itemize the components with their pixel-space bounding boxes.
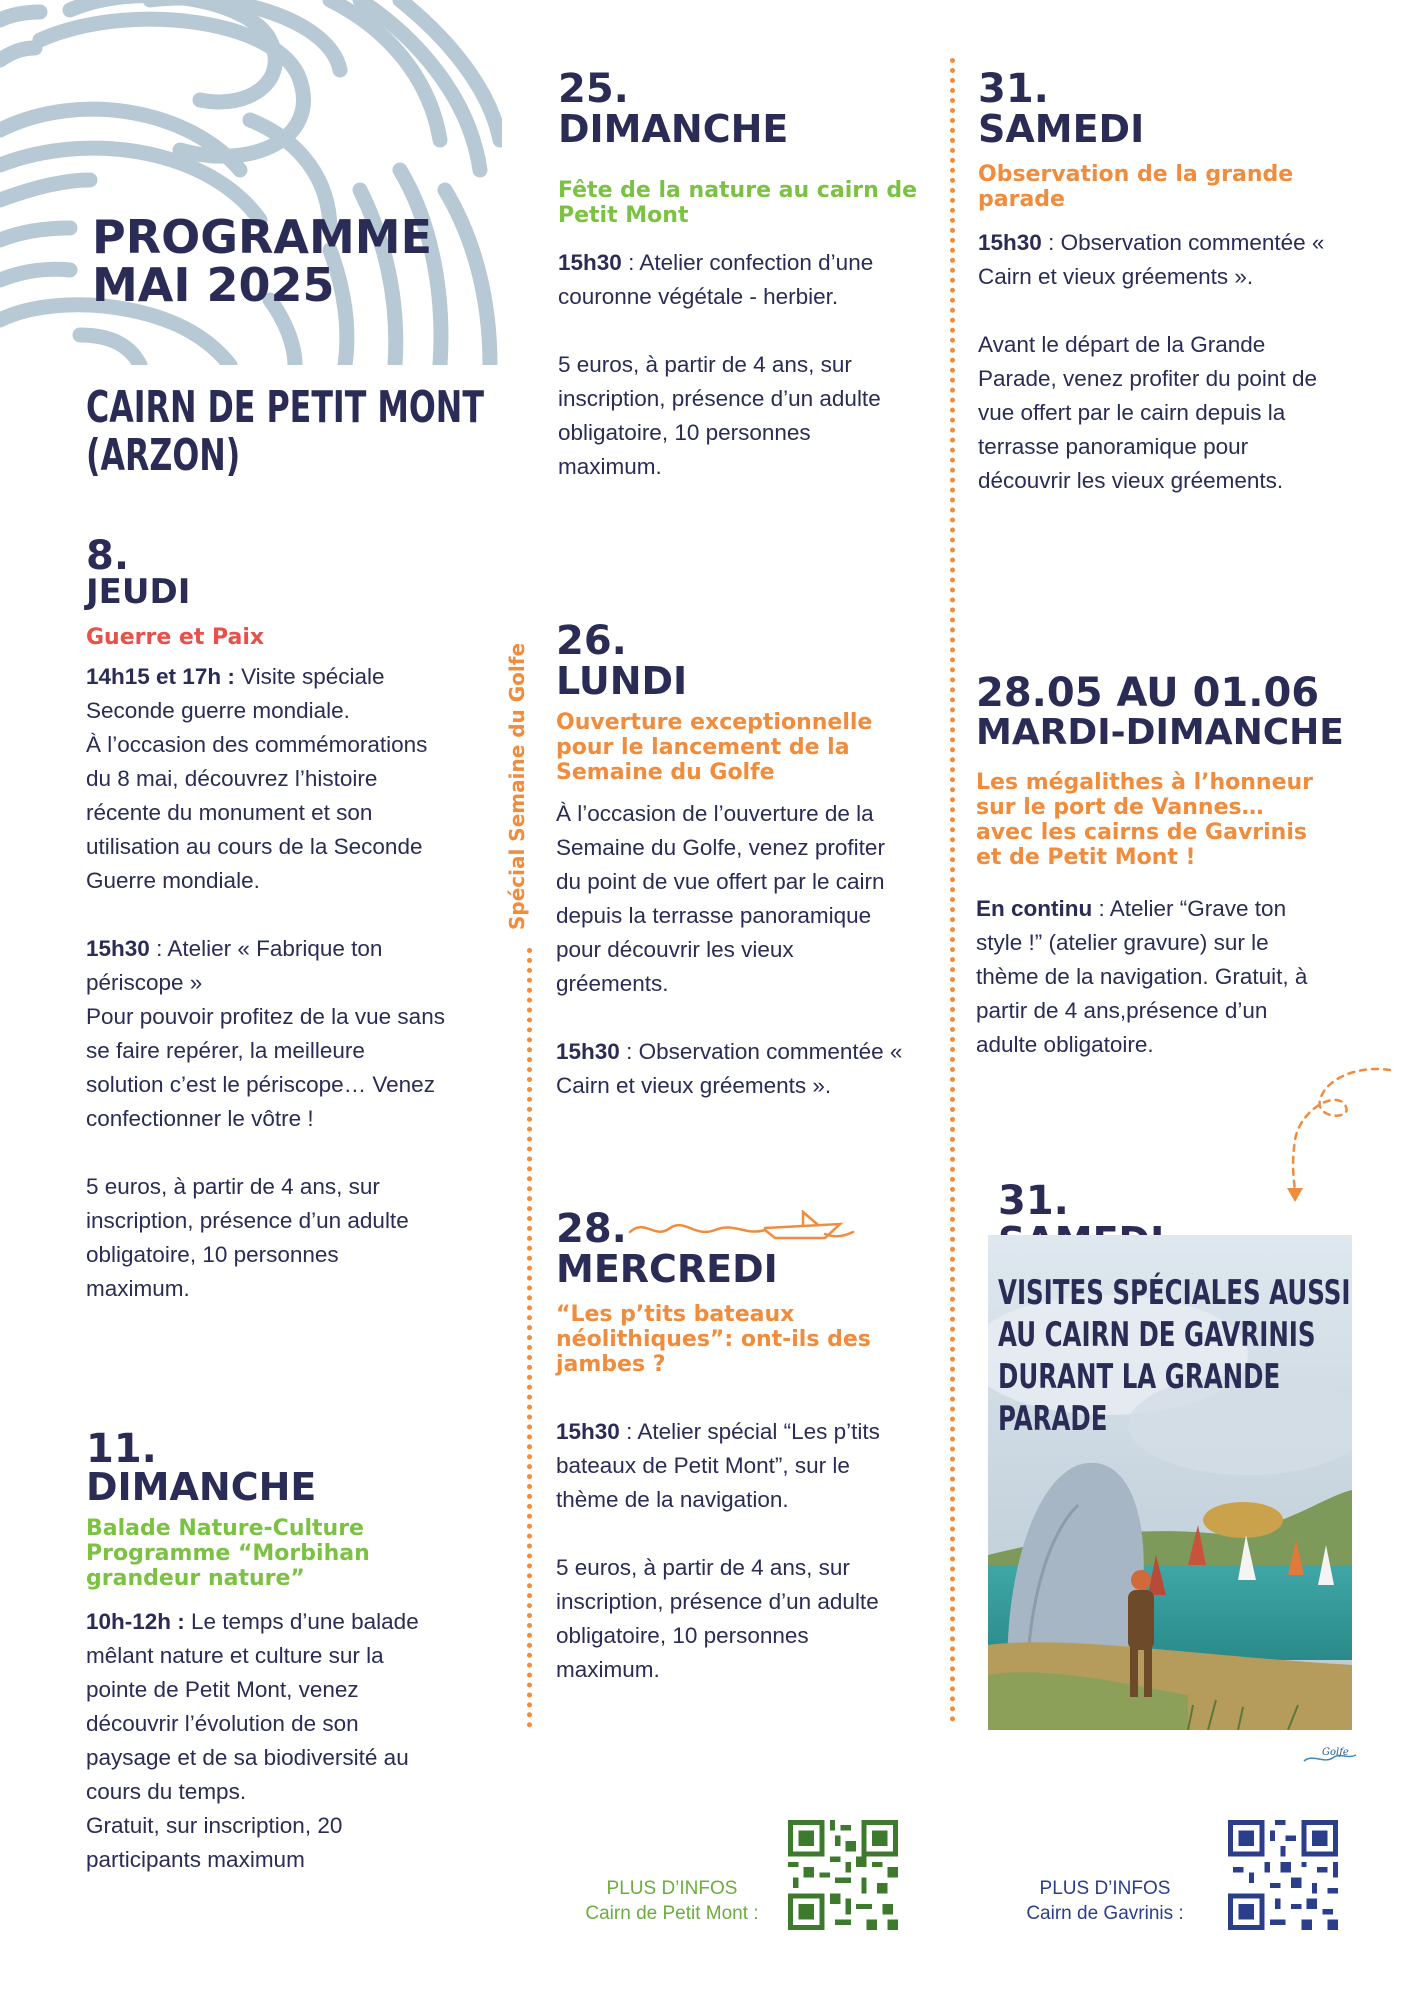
event-31-samedi — [978, 68, 1338, 498]
event-conditions: 5 euros, à partir de 4 ans, sur inscription, présence d’un adulte obligatoire, 10 personnes maximum. — [556, 1555, 879, 1682]
day-name: DIMANCHE — [558, 107, 789, 151]
day-name: SAMEDI — [978, 107, 1145, 151]
event-conditions: 5 euros, à partir de 4 ans, sur inscription, présence d’un adulte obligatoire, 10 personnes maximum. — [86, 1174, 409, 1301]
day-name: JEUDI — [86, 572, 191, 612]
event-28-mercredi — [556, 1208, 906, 1687]
event-description: : Observation commentée « Cairn et vieux gréements ». — [978, 230, 1325, 289]
event-description: Visite spéciale Seconde guerre mondiale. À l’occasion des commémorations du 8 mai, découvrez l’histoire récente du monument et son utilisation au cours de la Seconde Guerre mondiale. — [86, 664, 428, 893]
event-title: “Les p’tits bateaux néolithiques”: ont-ils des jambes ? — [556, 1302, 871, 1377]
more-info-gavrinis — [1015, 1876, 1195, 1926]
event-title: Observation de la grande parade — [978, 162, 1294, 212]
event-25-dimanche — [558, 68, 918, 484]
day-name: MERCREDI — [556, 1247, 778, 1291]
more-info-label: PLUS D’INFOS — [1039, 1878, 1171, 1899]
vertical-label: Spécial Semaine du Golfe — [505, 642, 529, 930]
event-description: : Atelier spécial “Les p’tits bateaux de Petit Mont”, sur le thème de la navigation. — [556, 1419, 880, 1512]
dotted-divider-right — [950, 58, 955, 1723]
programme-title-line2: MAI 2025 — [92, 258, 335, 312]
day-number: 28. — [556, 1206, 627, 1252]
event-conditions: 5 euros, à partir de 4 ans, sur inscription, présence d’un adulte obligatoire, 10 personnes maximum. — [558, 352, 881, 479]
special-line: PARADE — [998, 1399, 1108, 1439]
special-line: DURANT LA GRANDE — [998, 1357, 1281, 1397]
dotted-divider-left — [527, 948, 532, 1728]
special-line: VISITES SPÉCIALES AUSSI — [998, 1273, 1351, 1313]
day-number: 26. — [556, 618, 627, 664]
event-title: Les mégalithes à l’honneur sur le port de Vannes… avec les cairns de Gavrinis et de Petit Mont ! — [976, 770, 1314, 870]
qr-code-icon[interactable] — [788, 1820, 898, 1930]
event-description: : Observation commentée « Cairn et vieux gréements ». — [556, 1039, 903, 1098]
day-number: 31. — [998, 1178, 1069, 1224]
event-title: Balade Nature-Culture Programme “Morbihan grandeur nature” — [86, 1516, 370, 1591]
event-time: 15h30 — [558, 250, 622, 275]
event-time: 14h15 et 17h : — [86, 664, 235, 689]
more-info-label: PLUS D’INFOS — [606, 1878, 738, 1899]
event-description: : Atelier confection d’une couronne végétale - herbier. — [558, 250, 874, 309]
event-time: 10h-12h : — [86, 1609, 185, 1634]
event-description: À l’occasion de l’ouverture de la Semaine du Golfe, venez profiter du point de vue offert par le cairn depuis la terrasse panoramique pour découvrir les vieux gréements. — [556, 801, 885, 996]
special-line: AU CAIRN DE GAVRINIS — [998, 1315, 1316, 1355]
event-description: Le temps d’une balade mêlant nature et culture sur la pointe de Petit Mont, venez découvrir l’évolution de son paysage et de sa biodiversité au cours du temps. Gratuit, sur inscription, 20 participants maximum — [86, 1609, 419, 1872]
day-number: 11. — [86, 1426, 157, 1472]
event-time: 15h30 — [556, 1039, 620, 1064]
day-number: 28.05 AU 01.06 — [976, 670, 1320, 716]
event-description: : Atelier “Grave ton style !” (atelier gravure) sur le thème de la navigation. Gratuit, à partir de 4 ans,présence d’un adulte obligatoire. — [976, 896, 1308, 1057]
golfe-logo-icon — [1300, 1743, 1360, 1767]
event-11-dimanche — [86, 1428, 446, 1877]
qr-code-icon[interactable] — [1228, 1820, 1338, 1930]
site-title — [86, 384, 484, 480]
event-26-lundi — [556, 620, 906, 1103]
more-info-site: Cairn de Gavrinis : — [1026, 1903, 1184, 1924]
programme-title-line1: PROGRAMME — [92, 210, 432, 264]
site-title-line1: CAIRN DE PETIT MONT — [86, 382, 484, 433]
event-time: 15h30 — [86, 936, 150, 961]
event-title: Fête de la nature au cairn de Petit Mont — [558, 178, 918, 228]
event-8-jeudi — [86, 535, 446, 1306]
event-time: En continu — [976, 896, 1093, 921]
event-time: 15h30 — [556, 1419, 620, 1444]
event-description: : Atelier « Fabrique ton périscope » Pour pouvoir profitez de la vue sans se faire repérer, la meilleure solution c’est le périscope… Venez confectionner le vôtre ! — [86, 936, 445, 1131]
event-time: 15h30 — [978, 230, 1042, 255]
event-28-05-01-06 — [976, 672, 1356, 1062]
programme-title — [92, 210, 432, 312]
event-title: Ouverture exceptionnelle pour le lancement de la Semaine du Golfe — [556, 710, 873, 785]
day-name: LUNDI — [556, 659, 688, 703]
boat-sketch-icon — [625, 1210, 855, 1244]
svg-text:Golfe: Golfe — [1322, 1747, 1349, 1758]
more-info-site: Cairn de Petit Mont : — [585, 1903, 759, 1924]
day-number: 31. — [978, 66, 1049, 112]
more-info-petit-mont — [572, 1876, 772, 1926]
gavrinis-special-text — [998, 1272, 1351, 1440]
day-number: 8. — [86, 533, 130, 579]
event-title: Guerre et Paix — [86, 625, 265, 650]
site-title-line2: (ARZON) — [86, 430, 241, 481]
day-number: 25. — [558, 66, 629, 112]
day-name: MARDI-DIMANCHE — [976, 712, 1344, 753]
day-name: DIMANCHE — [86, 1465, 317, 1509]
event-description: Avant le départ de la Grande Parade, venez profiter du point de vue offert par le cairn depuis la terrasse panoramique pour découvrir les vieux gréements. — [978, 332, 1317, 493]
